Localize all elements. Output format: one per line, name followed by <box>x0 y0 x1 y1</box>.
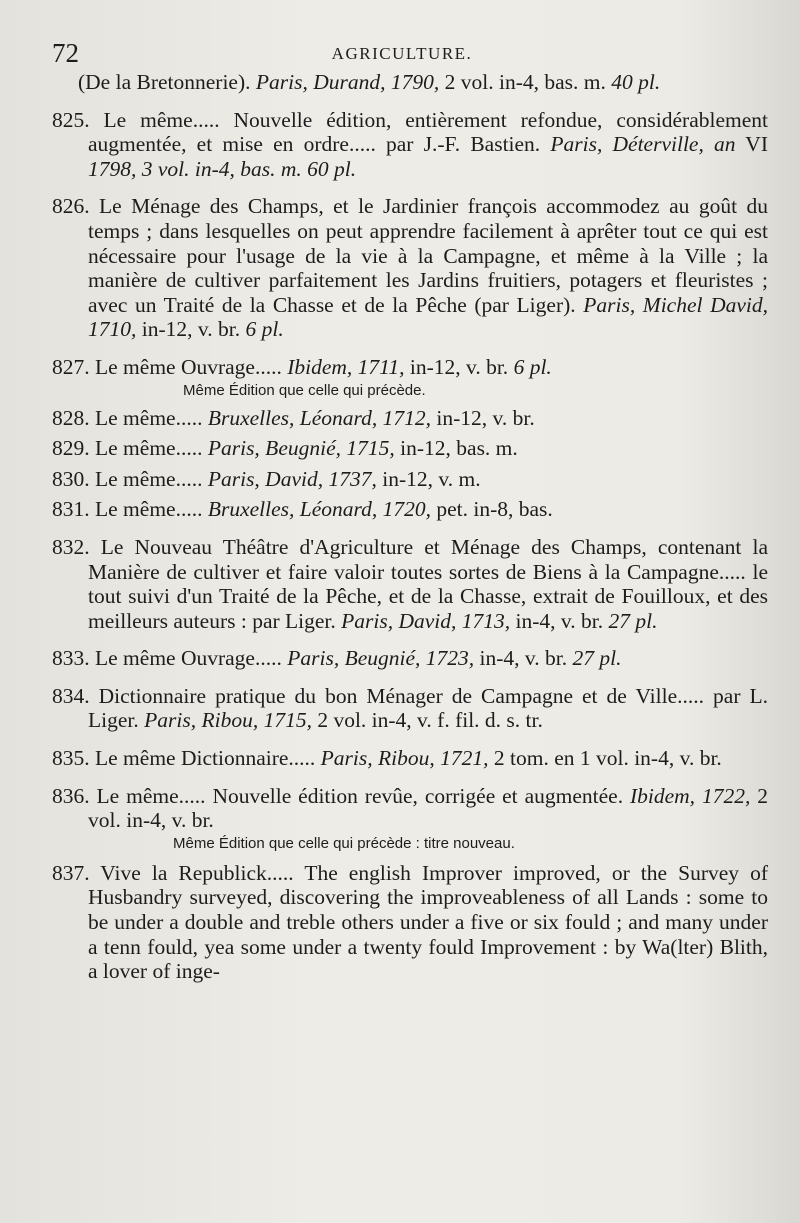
catalogue-entry <box>52 467 768 492</box>
catalogue-entry <box>52 436 768 461</box>
entry-number: 828. <box>52 405 90 430</box>
catalogue-entry <box>52 784 768 855</box>
entry-text: Le même Dictionnaire..... <box>89 746 321 771</box>
entry-price: 6 pl. <box>513 354 552 379</box>
catalogue-entry <box>52 70 768 95</box>
entry-imprint: Ibidem, 1711, <box>287 354 405 379</box>
running-head: AGRICULTURE. <box>331 44 473 63</box>
entry-text: Le même..... Nouvelle édition, entièrement refondue, considérablement augmentée, et mise en ordre..... par J.-F. Bastien. <box>88 107 768 157</box>
catalogue-entry <box>52 406 768 431</box>
entry-text: Dictionnaire pratique du bon Ménager de Campagne et de Ville..... par L. Liger. <box>88 683 768 733</box>
entry-number: 837. <box>52 860 90 885</box>
entry-price: 27 pl. <box>608 608 658 633</box>
entry-imprint: Paris, Ribou, 1715, <box>144 708 312 733</box>
entry-text: Le même..... <box>89 436 208 461</box>
entry-number: 830. <box>52 466 90 491</box>
entry-text: Le même..... <box>89 466 208 491</box>
entry-text: Le même..... <box>89 405 208 430</box>
entry-format: in-4, v. br. <box>474 646 573 671</box>
entry-imprint: Paris, Michel David, 1710, <box>88 292 768 342</box>
entry-text: (De la Bretonnerie). <box>78 70 256 94</box>
entry-price: 1798, 3 vol. in-4, bas. m. 60 pl. <box>88 156 357 181</box>
entry-text: Le même..... Nouvelle édition revûe, corrigée et augmentée. <box>89 783 630 808</box>
entry-note: Même Édition que celle qui précède. <box>183 381 426 399</box>
page-header <box>52 38 752 72</box>
catalogue-entries <box>52 70 768 997</box>
entry-imprint: Ibidem, 1722, <box>629 783 751 808</box>
entry-number: 835. <box>52 746 90 771</box>
entry-imprint: Paris, Ribou, 1721, <box>320 746 489 771</box>
entry-format: in-4, v. br. <box>510 608 609 633</box>
catalogue-entry <box>52 355 768 402</box>
entry-format: VI <box>735 132 768 157</box>
entry-imprint: Paris, Déterville, an <box>550 132 736 157</box>
entry-number: 833. <box>52 646 90 671</box>
entry-price: 6 pl. <box>245 317 284 342</box>
catalogue-entry <box>52 535 768 633</box>
entry-number: 825. <box>52 107 90 132</box>
entry-imprint: Bruxelles, Léonard, 1712, <box>207 405 431 430</box>
entry-format: in-12, v. br. <box>404 354 514 379</box>
entry-format: in-12, bas. m. <box>394 436 518 461</box>
entry-imprint: Paris, Durand, 1790, <box>255 70 440 94</box>
entry-price: 27 pl. <box>572 646 622 671</box>
catalogue-entry <box>52 646 768 671</box>
catalogue-entry <box>52 861 768 984</box>
entry-format: pet. in-8, bas. <box>430 497 553 522</box>
catalogue-entry <box>52 497 768 522</box>
entry-imprint: Bruxelles, Léonard, 1720, <box>207 497 431 522</box>
entry-note: Même Édition que celle qui précède : titre nouveau. <box>173 834 515 852</box>
entry-text: Vive la Republick..... The english Improver improved, or the Survey of Husbandry surveyed, discovering the improveableness of all Lands : some to be under a double and treble others under a five or six fould ; and many under a tenn fould, yea some under a twenty fould Improvement : by Wa(lter) Blith, a lover of inge- <box>88 860 768 984</box>
entry-text: Le même..... <box>89 497 208 522</box>
entry-number: 829. <box>52 436 90 461</box>
entry-imprint: Paris, David, 1713, <box>341 608 511 633</box>
entry-number: 834. <box>52 683 90 708</box>
page-number: 72 <box>52 38 79 68</box>
entry-text: Le même Ouvrage..... <box>89 354 288 379</box>
catalogue-entry <box>52 108 768 182</box>
entry-format: 2 vol. in-4, v. br. <box>88 783 769 833</box>
entry-format: in-12, v. br. <box>430 405 535 430</box>
catalogue-entry <box>52 684 768 733</box>
entry-text: Le Ménage des Champs, et le Jardinier françois accommodez au goût du temps ; dans lesquelles on peut apprendre facilement à aprêter tout ce qui est nécessaire pour l'usage de la vie à la Campagne, et même à la Ville ; la manière de cultiver parfaitement les Jardins fruitiers, potagers et fleuristes ; avec un Traité de la Chasse et de la Pêche (par Liger). <box>88 194 768 317</box>
entry-format: 2 tom. en 1 vol. in-4, v. br. <box>488 746 722 771</box>
entry-text: Le Nouveau Théâtre d'Agriculture et Ménage des Champs, contenant la Manière de cultiver et faire valoir toutes sortes de Biens à la Campagne..... le tout suivi d'un Traité de la Pêche, et de la Chasse, extrait de Fouilloux, et des meilleurs auteurs : par Liger. <box>88 534 768 633</box>
entry-format: 2 vol. in-4, v. f. fil. d. s. tr. <box>311 708 543 733</box>
entry-number: 836. <box>52 783 90 808</box>
entry-number: 827. <box>52 354 90 379</box>
entry-imprint: Paris, Beugnié, 1715, <box>207 436 395 461</box>
entry-number: 832. <box>52 534 90 559</box>
catalogue-entry <box>52 746 768 771</box>
catalogue-entry <box>52 194 768 342</box>
entry-number: 831. <box>52 497 90 522</box>
entry-format: in-12, v. br. <box>136 317 246 342</box>
entry-imprint: Paris, David, 1737, <box>207 466 377 491</box>
entry-format: in-12, v. m. <box>376 466 481 491</box>
entry-number: 826. <box>52 194 90 219</box>
entry-imprint: Paris, Beugnié, 1723, <box>287 646 475 671</box>
entry-text: Le même Ouvrage..... <box>89 646 288 671</box>
entry-format: 2 vol. in-4, bas. m. <box>439 70 612 94</box>
entry-price: 40 pl. <box>611 70 661 94</box>
